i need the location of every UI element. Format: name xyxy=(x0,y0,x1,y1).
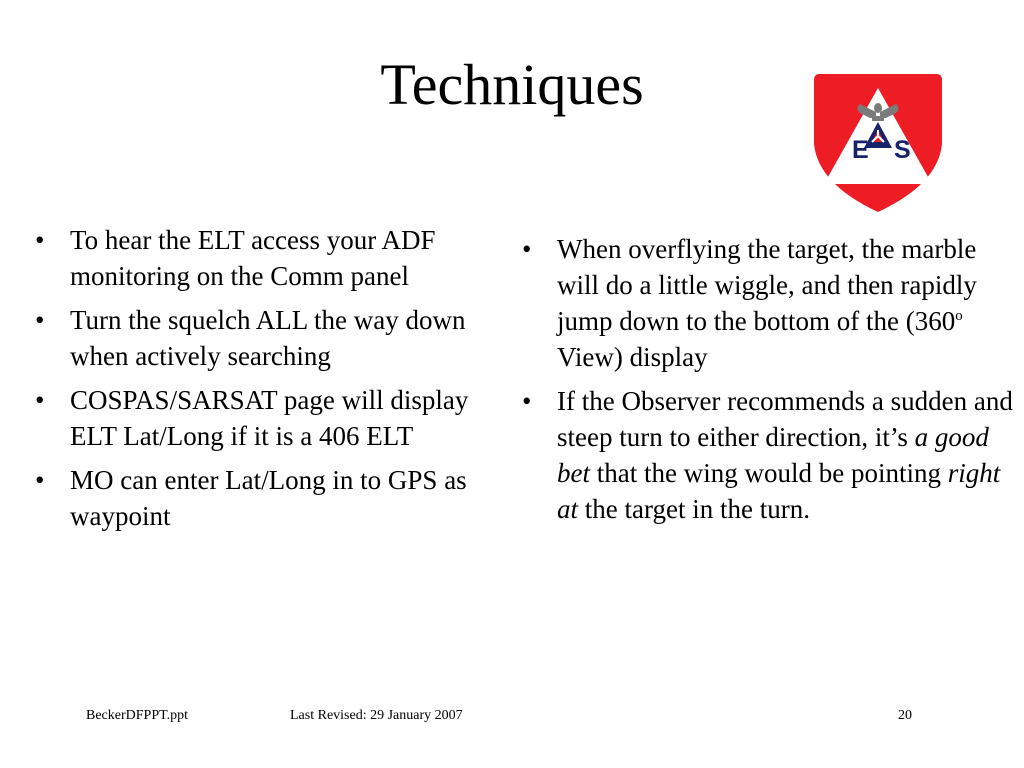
emphasis-text: right at xyxy=(557,458,1001,524)
bullet-item xyxy=(517,231,1014,375)
footer-filename: BeckerDFPPT.ppt xyxy=(86,708,189,723)
bullet-item xyxy=(517,383,1014,527)
bullet-text: When overflying the target, the marble will do a little wiggle, and then rapidly jump down to the bottom of the (360 xyxy=(557,234,977,336)
left-bullet-list xyxy=(30,222,500,542)
right-bullet-list xyxy=(517,231,1014,535)
footer-page-number: 20 xyxy=(898,708,912,723)
logo-letter-s: S xyxy=(894,136,911,164)
bullet-item: • COSPAS/SARSAT page will display ELT Lat/Long if it is a 406 ELT xyxy=(30,382,500,454)
bullet-text: If the Observer recommends a sudden and steep turn to either direction, it’s xyxy=(557,386,1013,452)
logo-letter-e: E xyxy=(852,136,869,164)
bullet-text: the target in the turn. xyxy=(578,494,810,524)
bullet-item: • Turn the squelch ALL the way down when actively searching xyxy=(30,302,500,374)
degree-superscript: o xyxy=(955,308,963,324)
slide-title: Techniques xyxy=(380,52,644,117)
bullet-text: View) display xyxy=(557,342,708,372)
emphasis-text: a good bet xyxy=(557,422,989,488)
bullet-item: • MO can enter Lat/Long in to GPS as waypoint xyxy=(30,462,500,534)
footer-revised-date: Last Revised: 29 January 2007 xyxy=(290,708,463,723)
bullet-text: that the wing would be pointing xyxy=(590,458,948,488)
es-shield-logo xyxy=(810,66,946,214)
bullet-item: • To hear the ELT access your ADF monitoring on the Comm panel xyxy=(30,222,500,294)
